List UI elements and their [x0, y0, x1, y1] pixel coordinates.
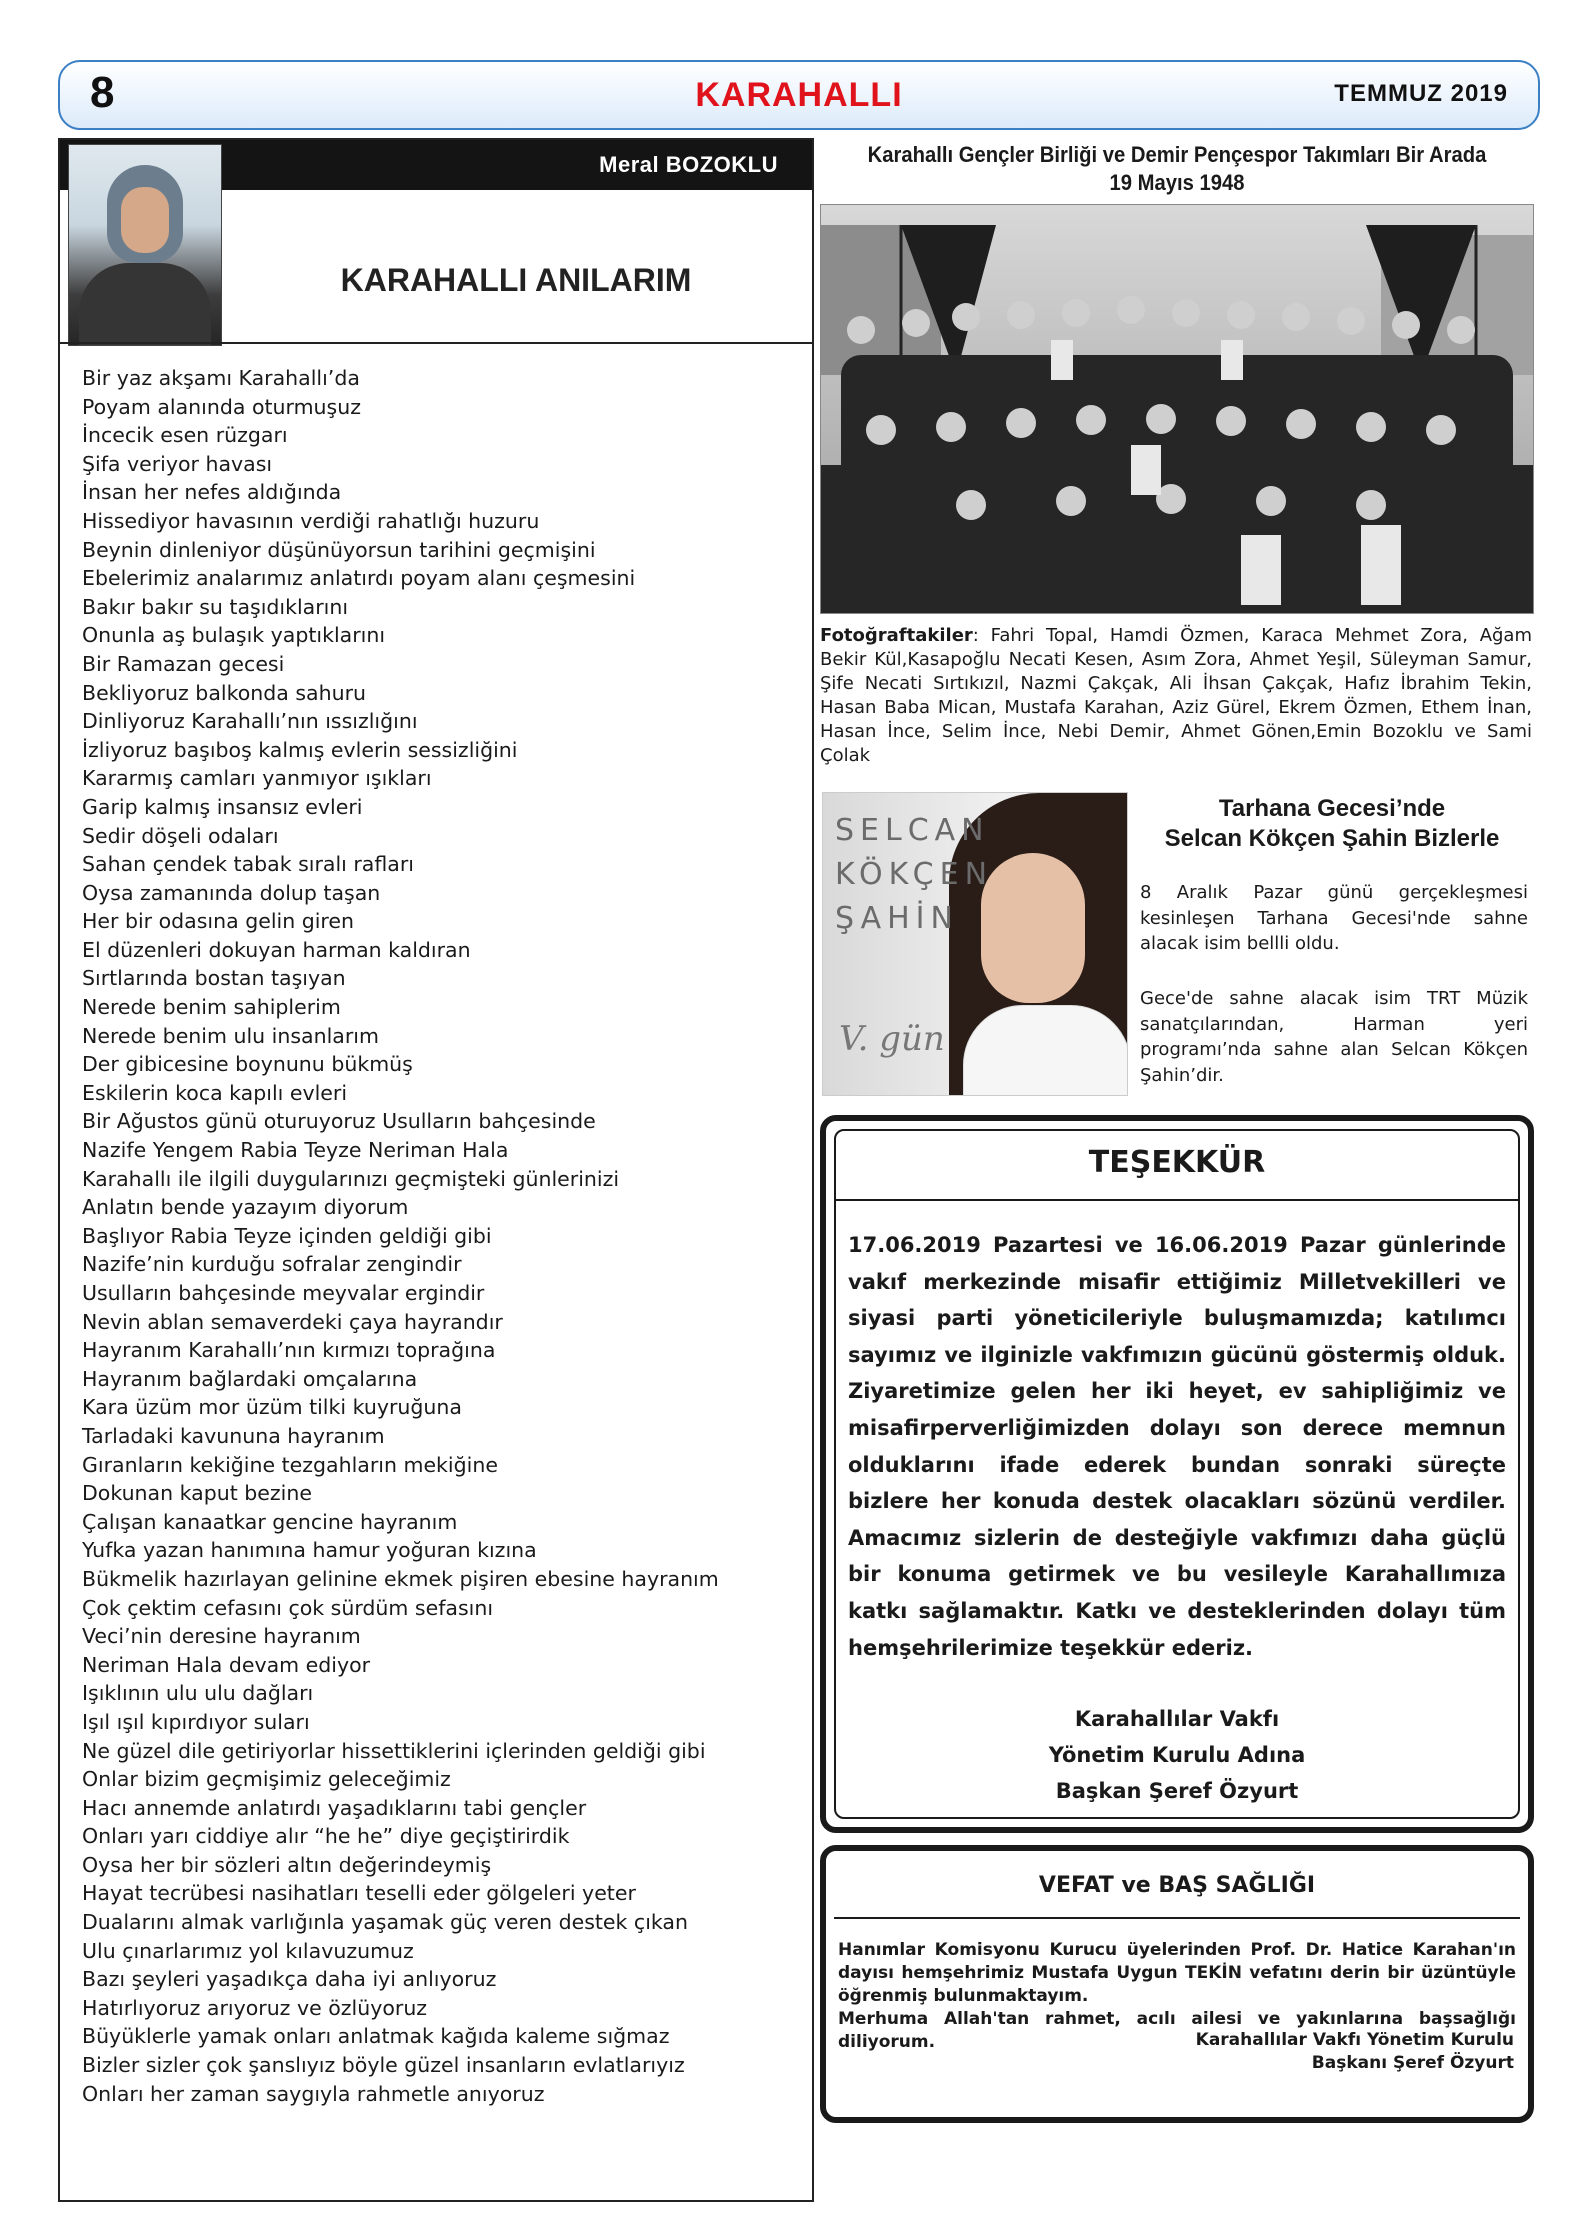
poem-line: Büyüklerle yamak onları anlatmak kağıda kaleme sığmaz [82, 2024, 670, 2049]
thanks-divider [834, 1199, 1520, 1201]
poem-text [82, 364, 802, 2108]
poem-line: Bazı şeyleri yaşadıkça daha iyi anlıyoruz [82, 1967, 497, 1992]
page-header [58, 60, 1540, 130]
poem-line: Bir Ramazan gecesi [82, 651, 285, 676]
poem-line: İncecik esen rüzgarı [82, 423, 288, 448]
poem-line: Nerede benim ulu insanlarım [82, 1023, 379, 1048]
title-divider [60, 342, 812, 344]
concert-paragraph-2: Gece'de sahne alacak isim TRT Müzik sanatçılarından, Harman yeri programı’nda sahne alan Selcan Kökçen Şahin’dir. [1140, 988, 1528, 1086]
poem-line: Şifa veriyor havası [82, 451, 273, 476]
poem-line: Dinliyoruz Karahallı’nın ıssızlığını [82, 709, 418, 734]
poem-line: Nevin ablan semaverdeki çaya hayrandır [82, 1309, 503, 1334]
poem-line: Beynin dinleniyor düşünüyorsun tarihini geçmişini [82, 537, 596, 562]
poem-line: Onları yarı ciddiye alır “he he” diye geçiştirirdik [82, 1824, 570, 1849]
poem-line: Eskilerin koca kapılı evleri [82, 1080, 348, 1105]
poem-line: Onunla aş bulaşık yaptıklarını [82, 623, 386, 648]
poem-line: Garip kalmış insansız evleri [82, 794, 363, 819]
poem-line: Ulu çınarlarımız yol kılavuzumuz [82, 1938, 414, 1963]
poem-line: Veci’nin deresine hayranım [82, 1624, 361, 1649]
thanks-notice [820, 1115, 1534, 1833]
masthead-title: KARAHALLI [695, 76, 903, 114]
issue-date: TEMMUZ 2019 [1334, 80, 1508, 107]
team-photo [820, 204, 1534, 614]
team-photo-illustration [821, 205, 1533, 613]
album-title: V. gün [839, 1019, 945, 1059]
poem-line: Her bir odasına gelin giren [82, 909, 355, 934]
poem-line: Ne güzel dile getiriyorlar hissettiklerini içlerinden geldiği gibi [82, 1738, 706, 1763]
photo-caption [820, 624, 1532, 768]
poem-line: Işıklının ulu ulu dağları [82, 1681, 314, 1706]
photo-heading-line1: Karahallı Gençler Birliği ve Demir Pençespor Takımları Bir Arada [867, 142, 1487, 167]
thanks-title: TEŞEKKÜR [1088, 1145, 1266, 1180]
poem-line: Nazife Yengem Rabia Teyze Neriman Hala [82, 1138, 509, 1163]
poem-line: Çalışan kanaatkar gencine hayranım [82, 1509, 458, 1534]
poem-line: Başlıyor Rabia Teyze içinden geldiği gibi [82, 1223, 492, 1248]
poem-line: Hayranım bağlardaki omçalarına [82, 1366, 418, 1391]
poem-line: Oysa her bir sözleri altın değerindeymiş [82, 1852, 492, 1877]
poem-line: Usulların bahçesinde meyvalar ergindir [82, 1281, 485, 1305]
condolence-divider [834, 1917, 1520, 1919]
album-artist-name: SELCAN KÖKÇEN ŞAHİN [835, 813, 994, 936]
poem-line: Bir yaz akşamı Karahallı’da [82, 366, 360, 390]
poem-line: Nazife’nin kurduğu sofralar zengindir [82, 1252, 462, 1277]
poem-line: Kararmış camları yanmıyor ışıkları [82, 766, 432, 791]
poem-line: Nerede benim sahiplerim [82, 995, 341, 1020]
poem-line: Tarladaki kavununa hayranım [82, 1423, 385, 1448]
author-name: Meral BOZOKLU [599, 152, 778, 177]
poem-line: Dualarını almak varlığınla yaşamak güç veren destek çıkan [82, 1910, 688, 1935]
condolence-notice [820, 1845, 1534, 2123]
condolence-title: VEFAT ve BAŞ SAĞLIĞI [1038, 1873, 1316, 1898]
page-number: 8 [90, 68, 115, 117]
poem-line: Hacı annemde anlatırdı yaşadıklarını tabi gençler [82, 1795, 587, 1820]
poem-line: Bakır bakır su taşıdıklarını [82, 594, 349, 619]
concert-heading: Tarhana Gecesi’nde Selcan Kökçen Şahin Bizlerle [1164, 795, 1500, 852]
poem-line: İnsan her nefes aldığında [82, 480, 342, 505]
poem-line: Anlatın bende yazayım diyorum [82, 1195, 409, 1220]
condolence-body: Hanımlar Komisyonu Kurucu üyelerinden Prof. Dr. Hatice Karahan'ın dayısı hemşehrimiz Mustafa Uygun TEKİN vefatını derin bir üzüntüyle öğrenmiş bulunmaktayım. Merhuma Allah'tan rahmet, acılı ailesi ve yakınlarına başsağlığı diliyorum. [838, 1940, 1516, 2052]
poem-line: Sahan çendek tabak sıralı rafları [82, 852, 414, 877]
thanks-body: 17.06.2019 Pazartesi ve 16.06.2019 Pazar günlerinde vakıf merkezinde misafir ettiğimiz Milletvekilleri ve siyasi parti yöneticileriyle buluşmamızda; katılımcı sayımız ve ilginizle vakfımızın gücünü göstermiş olduk. Ziyaretimize gelen her iki heyet, ev sahipliğimiz ve misafirperverliğimizden dolayı son derece memnun olduklarını ifade ederek bundan sonraki süreçte bizlere her konuda destek olacakları sözünü verdiler. Amacımız sizlerin de desteğiyle vakfımızı daha güçlü bir konuma getirmek ve bu vesileyle Karahallımıza katkı sağlamaktır. Katkı ve desteklerinden dolayı tüm hemşehrilerimize teşekkür ederiz. [848, 1233, 1506, 1660]
photo-heading-line2: 19 Mayıs 1948 [1109, 170, 1245, 195]
concert-paragraph-1: 8 Aralık Pazar günü gerçekleşmesi kesinleşen Tarhana Gecesi'nde sahne alacak isim bellli oldu. [1140, 882, 1528, 954]
article-title: KARAHALLI ANILARIM [340, 262, 692, 298]
poem-line: Bir Ağustos günü oturuyoruz Usulların bahçesinde [82, 1109, 596, 1134]
poem-line: Çok çektim cefasını çok sürdüm sefasını [82, 1595, 494, 1620]
poem-line: Bekliyoruz balkonda sahuru [82, 680, 366, 705]
poem-line: Hayranım Karahallı’nın kırmızı toprağına [82, 1338, 496, 1363]
poem-line: Poyam alanında oturmuşuz [82, 394, 361, 419]
poem-line: Bizler sizler çok şanslıyız böyle güzel insanların evlatlarıyız [82, 2053, 685, 2078]
album-cover-image [822, 792, 1128, 1096]
poem-line: Işıl ışıl kıpırdıyor suları [82, 1709, 310, 1734]
column-article [58, 138, 814, 2202]
thanks-signature: Karahallılar Vakfı Yönetim Kurulu Adına Başkan Şeref Özyurt [1048, 1707, 1306, 1803]
caption-label: Fotoğraftakiler [820, 625, 973, 646]
poem-line: Kara üzüm mor üzüm tilki kuyruğuna [82, 1395, 462, 1420]
poem-line: Der gibicesine boynunu bükmüş [82, 1052, 413, 1077]
poem-line: Dokunan kaput bezine [82, 1481, 312, 1506]
poem-line: Gıranların kekiğine tezgahların mekiğine [82, 1452, 498, 1477]
poem-line: Onları her zaman saygıyla rahmetle anıyoruz [82, 2081, 545, 2106]
poem-line: Sedir döşeli odaları [82, 823, 279, 848]
poem-line: Bükmelik hazırlayan gelinine ekmek pişiren ebesine hayranım [82, 1566, 719, 1591]
poem-line: İzliyoruz başıboş kalmış evlerin sessizliğini [82, 737, 518, 762]
poem-line: Hayat tecrübesi nasihatları teselli eder gölgeleri yeter [82, 1881, 636, 1906]
poem-line: Neriman Hala devam ediyor [82, 1652, 371, 1677]
poem-line: Hatırlıyoruz arıyoruz ve özlüyoruz [82, 1995, 428, 2020]
poem-line: Yufka yazan hanımına hamur yoğuran kızına [82, 1538, 537, 1563]
poem-line: El düzenleri dokuyan harman kaldıran [82, 937, 471, 962]
poem-line: Sırtlarında bostan taşıyan [82, 966, 346, 991]
poem-line: Hissediyor havasının verdiği rahatlığı huzuru [82, 508, 540, 533]
poem-line: Ebelerimiz analarımız anlatırdı poyam alanı çeşmesini [82, 566, 636, 591]
photo-story-heading [847, 141, 1508, 197]
poem-line: Oysa zamanında dolup taşan [82, 880, 381, 905]
poem-line: Onlar bizim geçmişimiz geleceğimiz [82, 1767, 451, 1792]
condolence-signature: Karahallılar Vakfı Yönetim Kurulu Başkanı Şeref Özyurt [1195, 2030, 1514, 2073]
author-photo [68, 144, 222, 346]
poem-line: Karahallı ile ilgili duygularınızı geçmişteki günlerinizi [82, 1166, 620, 1191]
caption-names: : Fahri Topal, Hamdi Özmen, Karaca Mehmet Zora, Ağam Bekir Kül,Kasapoğlu Necati Kesen, Asım Zora, Ahmet Yeşil, Süleyman Samur, Şife Necati Sırtıkızıl, Nazmi Çakçak, Ali İhsan Çakçak, Hafız İbrahim Tekin, Hasan Baba Mican, Mustafa Karahan, Aziz Gürel, Ekrem Özmen, Ethem İnan, Hasan İnce, Selim İnce, Nebi Demir, Ahmet Gönen,Emin Bozoklu ve Sami Çolak [820, 625, 1532, 766]
